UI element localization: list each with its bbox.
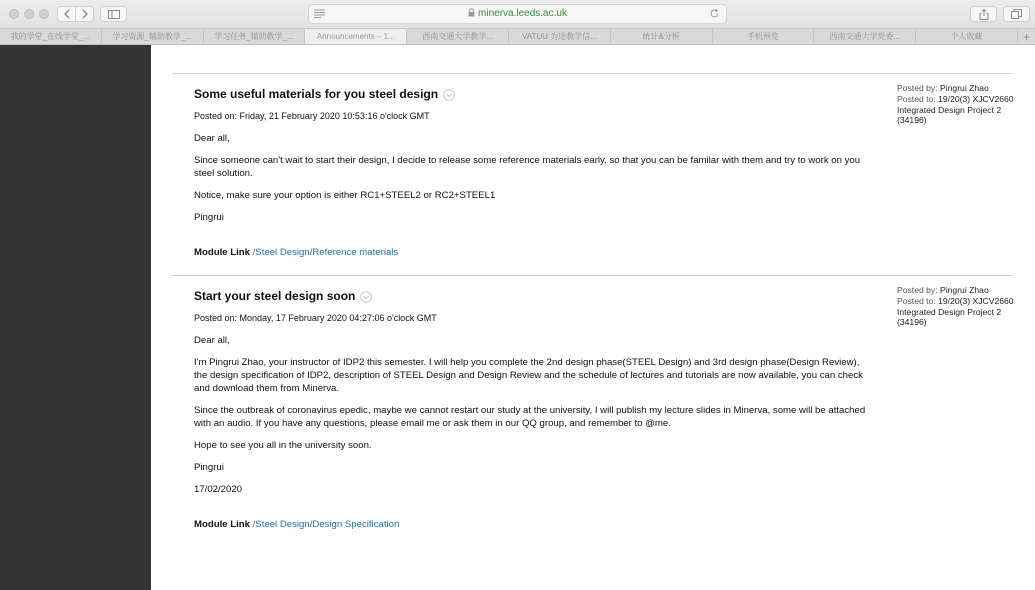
announcement-body: [194, 132, 874, 224]
announcement-paragraph: Since someone can't wait to start their design, I decide to release some reference materials early, so that you can be familar with them and try to work on you steel solution.: [194, 155, 861, 179]
module-link-row: [194, 246, 874, 259]
module-link-row: [194, 518, 874, 531]
forward-button[interactable]: [75, 6, 94, 22]
module-link[interactable]: /Steel Design/Reference materials: [252, 247, 399, 258]
mark-read-icon[interactable]: [443, 89, 455, 101]
sidebar-icon: [108, 10, 120, 19]
posted-by-label: Posted by:: [897, 285, 938, 295]
zoom-window-button[interactable]: [39, 9, 49, 19]
plus-icon: +: [1022, 29, 1030, 44]
browser-tab[interactable]: [407, 29, 509, 44]
browser-toolbar: [0, 0, 1035, 28]
url-display: [309, 8, 726, 19]
chevron-right-icon: [81, 9, 89, 19]
announcement-meta: [897, 83, 1017, 126]
announcement-title: [194, 88, 874, 101]
sidebar-toggle-button[interactable]: [100, 6, 127, 22]
announcement-paragraph: Notice, make sure your option is either RC1+STEEL2 or RC2+STEEL1: [194, 190, 496, 201]
browser-tab[interactable]: [204, 29, 306, 44]
mark-read-icon[interactable]: [360, 291, 372, 303]
divider: [172, 73, 1013, 74]
posted-on: Posted on: Monday, 17 February 2020 04:27:06 o'clock GMT: [194, 313, 437, 323]
announcements-panel: [151, 45, 1035, 590]
module-link-label: Module Link: [194, 247, 250, 258]
module-link-label: Module Link: [194, 519, 250, 530]
tab-label: 西南交通大学教学...: [422, 32, 493, 41]
announcement-paragraph: Dear all,: [194, 335, 230, 346]
announcement-item: [194, 88, 874, 259]
posted-by-label: Posted by:: [897, 83, 938, 93]
browser-tab[interactable]: [713, 29, 815, 44]
announcement-meta: [897, 285, 1017, 328]
tab-label: 统计&分析: [642, 32, 680, 41]
announcement-title-text: Start your steel design soon: [194, 289, 356, 303]
posted-by: Pingrui Zhao: [940, 83, 989, 93]
announcement-body: [194, 334, 874, 496]
divider: [172, 275, 1013, 276]
browser-tab[interactable]: [509, 29, 611, 44]
browser-tab[interactable]: [814, 29, 916, 44]
posted-to-label: Posted to:: [897, 93, 936, 104]
announcement-title: [194, 290, 874, 303]
lock-icon: [468, 8, 475, 17]
url-text: minerva.leeds.ac.uk: [478, 8, 567, 19]
browser-tab[interactable]: [102, 29, 204, 44]
posted-to: 19/20(3) XJCV2660: [938, 295, 1014, 306]
tab-label: 手机预览: [746, 32, 779, 41]
announcement-item: [194, 290, 874, 531]
posted-on: Posted on: Friday, 21 February 2020 10:53:16 o'clock GMT: [194, 111, 430, 121]
tab-overview-button[interactable]: [1003, 6, 1030, 22]
posted-to-label: Posted to:: [897, 295, 936, 306]
tab-bar: [0, 28, 1035, 45]
new-tab-button[interactable]: [1018, 29, 1035, 44]
tab-label: VATUU 为途教学信...: [521, 32, 597, 41]
tab-label: 西南交通大学党委...: [829, 32, 901, 41]
back-button[interactable]: [57, 6, 76, 22]
announcement-paragraph: Since the outbreak of coronavirus epedic, maybe we cannot restart our study at the university, I will publish my lecture slides in Minerva, some will be attached with an audio. If you have any questions, please email me or ask them in our QQ group, and remember to @me.: [194, 405, 866, 429]
module-link[interactable]: /Steel Design/Design Specification: [252, 519, 400, 530]
address-bar[interactable]: [308, 4, 727, 24]
posted-by: Pingrui Zhao: [940, 285, 989, 295]
share-button[interactable]: [970, 6, 997, 22]
browser-tab[interactable]: [916, 29, 1018, 44]
announcement-paragraph: Dear all,: [194, 133, 230, 144]
course-sidebar: [0, 45, 151, 590]
tab-label: 学习资源_辅助教学_...: [112, 32, 192, 41]
announcement-paragraph: I'm Pingrui Zhao, your instructor of IDP2 this semester. I will help you complete the 2nd design phase(STEEL Design) and 3rd design phase(Design Review), the design specification of IDP2, description of STEEL Design and Design Review and the schedule of lectures and tutorials are now available, you can check and download them from Minerva.: [194, 357, 863, 394]
share-icon: [979, 9, 989, 20]
browser-tab-active[interactable]: [305, 29, 407, 44]
course-id: (34196): [897, 317, 927, 328]
course-name: Integrated Design Project 2: [897, 104, 1002, 115]
announcement-title-text: Some useful materials for you steel design: [194, 87, 439, 101]
tabs-icon: [1011, 9, 1022, 19]
reload-icon[interactable]: [709, 8, 720, 19]
close-window-button[interactable]: [9, 9, 19, 19]
tab-label: 学习任务_辅助教学_...: [214, 32, 294, 41]
announcement-paragraph: Pingrui: [194, 462, 224, 473]
course-id: (34196): [897, 115, 927, 126]
announcement-paragraph: Hope to see you all in the university soon.: [194, 440, 372, 451]
course-name: Integrated Design Project 2: [897, 306, 1002, 317]
tab-label: 个人收藏: [950, 32, 983, 41]
tab-label: 我的学堂_在线学堂_...: [10, 32, 91, 41]
announcement-paragraph: Pingrui: [194, 212, 224, 223]
minimize-window-button[interactable]: [24, 9, 34, 19]
posted-to: 19/20(3) XJCV2660: [938, 93, 1014, 104]
chevron-left-icon: [63, 9, 71, 19]
announcement-paragraph: 17/02/2020: [194, 484, 243, 495]
tab-label: Announcements – 1...: [316, 32, 395, 41]
browser-tab[interactable]: [611, 29, 713, 44]
browser-tab[interactable]: [0, 29, 102, 44]
